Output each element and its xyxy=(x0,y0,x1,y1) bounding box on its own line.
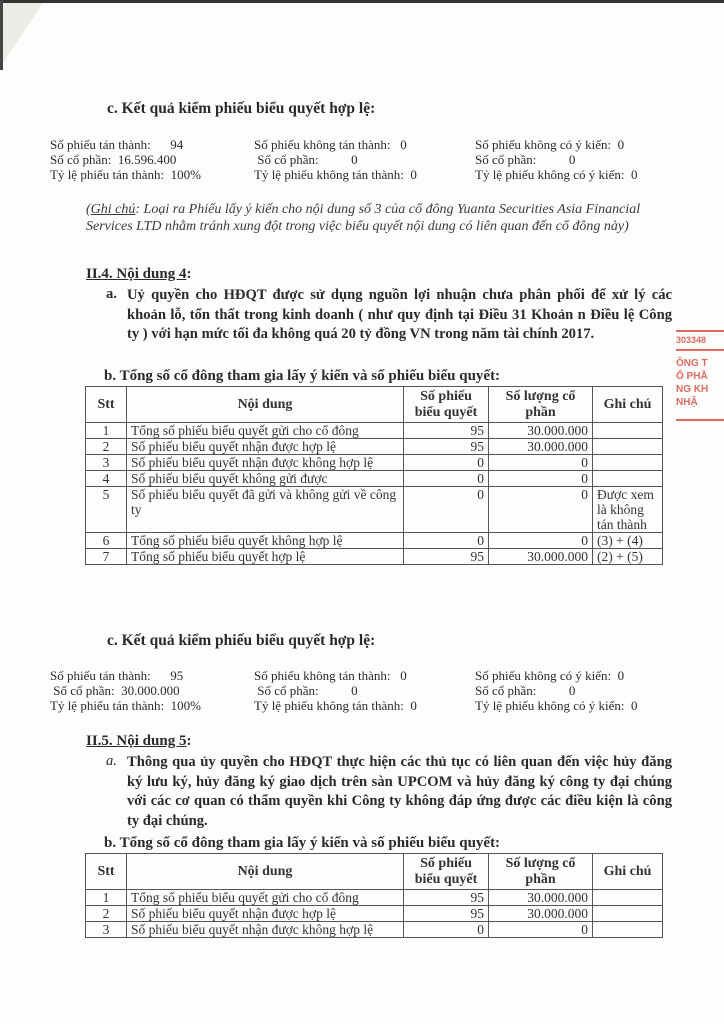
prev-note xyxy=(86,201,666,235)
table-row xyxy=(86,922,663,938)
section4-heading xyxy=(86,266,191,283)
table-row xyxy=(86,439,663,455)
cell-content: Tổng số phiếu biểu quyết gửi cho cổ đông xyxy=(127,423,404,439)
cell-content: Số phiếu biểu quyết nhận được không hợp lệ xyxy=(127,455,404,471)
section5-title: II.5. Nội dung 5 xyxy=(86,733,187,749)
stamp-text xyxy=(676,357,724,409)
table-row xyxy=(86,549,663,565)
stat-line: Tỷ lệ phiếu tán thành: 100% xyxy=(50,167,201,182)
page-corner-fold xyxy=(3,3,43,63)
prev-stats-abstain xyxy=(475,137,637,182)
table-row xyxy=(86,487,663,533)
cell-shares: 30.000.000 xyxy=(489,890,593,906)
cell-stt: 2 xyxy=(86,439,127,455)
stat-line: Số phiếu không tán thành: 0 xyxy=(254,137,407,152)
section5-b-heading: b. Tổng số cổ đông tham gia lấy ý kiến và số phiếu biểu quyết: xyxy=(104,835,501,851)
section4-a-label: a. xyxy=(106,286,117,302)
stat-line: Số phiếu không có ý kiến: 0 xyxy=(475,668,625,683)
stat-line: Số cổ phần: 0 xyxy=(475,152,576,167)
cell-stt: 1 xyxy=(86,423,127,439)
section4-a-text: Uỷ quyền cho HĐQT được sử dụng nguồn lợi nhuận chưa phân phối để xử lý các khoản lỗ, tổn thất trong kinh doanh ( như quy định tại Điều 31 Khoản n Điều lệ Công ty ) với hạn mức tối đa không quá 20 tỷ đồng VN trong năm tài chính 2017. xyxy=(127,287,672,342)
stat-line: Số cổ phần: 0 xyxy=(475,683,576,698)
stat-line: Tỷ lệ phiếu không tán thành: 0 xyxy=(254,698,417,713)
section5-heading xyxy=(86,733,191,750)
table-row xyxy=(86,471,663,487)
stamp-line: Ổ PHẦ xyxy=(676,371,708,382)
page-edge xyxy=(0,0,724,3)
table-row xyxy=(86,423,663,439)
cell-votes: 95 xyxy=(404,906,489,922)
cell-content: Số phiếu biểu quyết nhận được hợp lệ xyxy=(127,439,404,455)
section4-result-heading: c. Kết quả kiểm phiếu biểu quyết hợp lệ: xyxy=(107,632,376,649)
cell-votes: 95 xyxy=(404,549,489,565)
table-header-row xyxy=(86,854,663,890)
stat-line: Số phiếu không tán thành: 0 xyxy=(254,668,407,683)
cell-notes xyxy=(593,455,663,471)
header-notes: Ghi chú xyxy=(593,387,663,423)
s4-stats-abstain xyxy=(475,668,637,713)
stat-line: Tỷ lệ phiếu không có ý kiến: 0 xyxy=(475,698,638,713)
table-header-row xyxy=(86,387,663,423)
header-notes: Ghi chú xyxy=(593,854,663,890)
cell-content: Số phiếu biểu quyết không gửi được xyxy=(127,471,404,487)
stamp-line: NHẬ xyxy=(676,397,698,408)
note-paren: ( xyxy=(86,202,91,217)
cell-shares: 0 xyxy=(489,471,593,487)
cell-shares: 30.000.000 xyxy=(489,906,593,922)
header-votes: Số phiếu biểu quyết xyxy=(404,854,489,890)
cell-shares: 0 xyxy=(489,487,593,533)
stamp-border xyxy=(676,419,724,436)
cell-content: Số phiếu biểu quyết nhận được không hợp lệ xyxy=(127,922,404,938)
cell-content: Số phiếu biểu quyết đã gửi và không gửi về công ty xyxy=(127,487,404,533)
stat-line: Tỷ lệ phiếu không có ý kiến: 0 xyxy=(475,167,638,182)
company-stamp xyxy=(676,330,724,490)
header-stt: Stt xyxy=(86,854,127,890)
stat-line: Tỷ lệ phiếu không tán thành: 0 xyxy=(254,167,417,182)
colon: : xyxy=(186,733,192,749)
cell-content: Tổng số phiếu biểu quyết hợp lệ xyxy=(127,549,404,565)
cell-votes: 0 xyxy=(404,455,489,471)
cell-votes: 0 xyxy=(404,487,489,533)
stat-line: Số cổ phần: 30.000.000 xyxy=(50,683,180,698)
stamp-line: ÔNG T xyxy=(676,358,708,369)
stat-line: Số cổ phần: 16.596.400 xyxy=(50,152,177,167)
stat-line: Tỷ lệ phiếu tán thành: 100% xyxy=(50,698,201,713)
cell-stt: 1 xyxy=(86,890,127,906)
cell-shares: 30.000.000 xyxy=(489,549,593,565)
table-row xyxy=(86,890,663,906)
section4-b-heading: b. Tổng số cổ đông tham gia lấy ý kiến và số phiếu biểu quyết: xyxy=(104,368,501,384)
section5-a-text: Thông qua ủy quyền cho HĐQT thực hiện các thủ tục có liên quan đến việc hủy đăng ký lưu ký, hủy đăng ký giao dịch trên sàn UPCOM và hủy đăng ký công ty đại chúng với các cơ quan có thẩm quyền khi Công ty không đáp ứng được các điều kiện là công ty đại chúng. xyxy=(127,754,672,829)
stat-line: Số phiếu tán thành: 94 xyxy=(50,137,184,152)
cell-stt: 4 xyxy=(86,471,127,487)
cell-content: Tổng số phiếu biểu quyết gửi cho cổ đông xyxy=(127,890,404,906)
cell-stt: 3 xyxy=(86,922,127,938)
cell-notes xyxy=(593,439,663,455)
cell-notes: (3) + (4) xyxy=(593,533,663,549)
table-row xyxy=(86,906,663,922)
cell-shares: 0 xyxy=(489,533,593,549)
cell-stt: 5 xyxy=(86,487,127,533)
s4-stats-approve xyxy=(50,668,201,713)
section4-vote-table xyxy=(85,386,663,565)
cell-votes: 0 xyxy=(404,922,489,938)
prev-stats-reject xyxy=(254,137,417,182)
stamp-number: 303348 xyxy=(676,330,724,351)
stat-line: Số phiếu không có ý kiến: 0 xyxy=(475,137,625,152)
stat-line: Số cổ phần: 0 xyxy=(254,152,358,167)
section5-vote-table xyxy=(85,853,663,938)
cell-stt: 6 xyxy=(86,533,127,549)
cell-shares: 30.000.000 xyxy=(489,439,593,455)
cell-notes xyxy=(593,906,663,922)
note-label: Ghi chú xyxy=(90,202,136,217)
header-shares: Số lượng cổ phần xyxy=(489,854,593,890)
section4-title: II.4. Nội dung 4 xyxy=(86,266,187,282)
cell-stt: 3 xyxy=(86,455,127,471)
cell-shares: 0 xyxy=(489,922,593,938)
cell-stt: 7 xyxy=(86,549,127,565)
note-text: : Loại ra Phiếu lấy ý kiến cho nội dung số 3 của cổ đông Yuanta Securities Asia Financial Services LTD nhằm tránh xung đột trong việc biểu quyết nội dung có liên quan đến cổ đông này) xyxy=(86,202,641,234)
cell-votes: 95 xyxy=(404,439,489,455)
stat-line: Số cổ phần: 0 xyxy=(254,683,358,698)
cell-votes: 0 xyxy=(404,533,489,549)
header-shares: Số lượng cổ phần xyxy=(489,387,593,423)
cell-votes: 0 xyxy=(404,471,489,487)
cell-stt: 2 xyxy=(86,906,127,922)
stat-line: Số phiếu tán thành: 95 xyxy=(50,668,184,683)
header-stt: Stt xyxy=(86,387,127,423)
header-votes: Số phiếu biểu quyết xyxy=(404,387,489,423)
cell-notes: Được xem là không tán thành xyxy=(593,487,663,533)
cell-votes: 95 xyxy=(404,890,489,906)
section-prev-result-heading: c. Kết quả kiểm phiếu biểu quyết hợp lệ: xyxy=(107,100,376,117)
s4-stats-reject xyxy=(254,668,417,713)
cell-notes xyxy=(593,423,663,439)
cell-votes: 95 xyxy=(404,423,489,439)
header-content: Nội dung xyxy=(127,854,404,890)
prev-stats-approve xyxy=(50,137,201,182)
cell-notes xyxy=(593,890,663,906)
section5-a-label: a. xyxy=(106,753,117,769)
cell-content: Tổng số phiếu biểu quyết không hợp lệ xyxy=(127,533,404,549)
cell-shares: 30.000.000 xyxy=(489,423,593,439)
cell-content: Số phiếu biểu quyết nhận được hợp lệ xyxy=(127,906,404,922)
stamp-line: NG KH xyxy=(676,384,709,395)
header-content: Nội dung xyxy=(127,387,404,423)
table-row xyxy=(86,533,663,549)
cell-notes: (2) + (5) xyxy=(593,549,663,565)
table-row xyxy=(86,455,663,471)
colon: : xyxy=(186,266,192,282)
cell-shares: 0 xyxy=(489,455,593,471)
cell-notes xyxy=(593,922,663,938)
cell-notes xyxy=(593,471,663,487)
